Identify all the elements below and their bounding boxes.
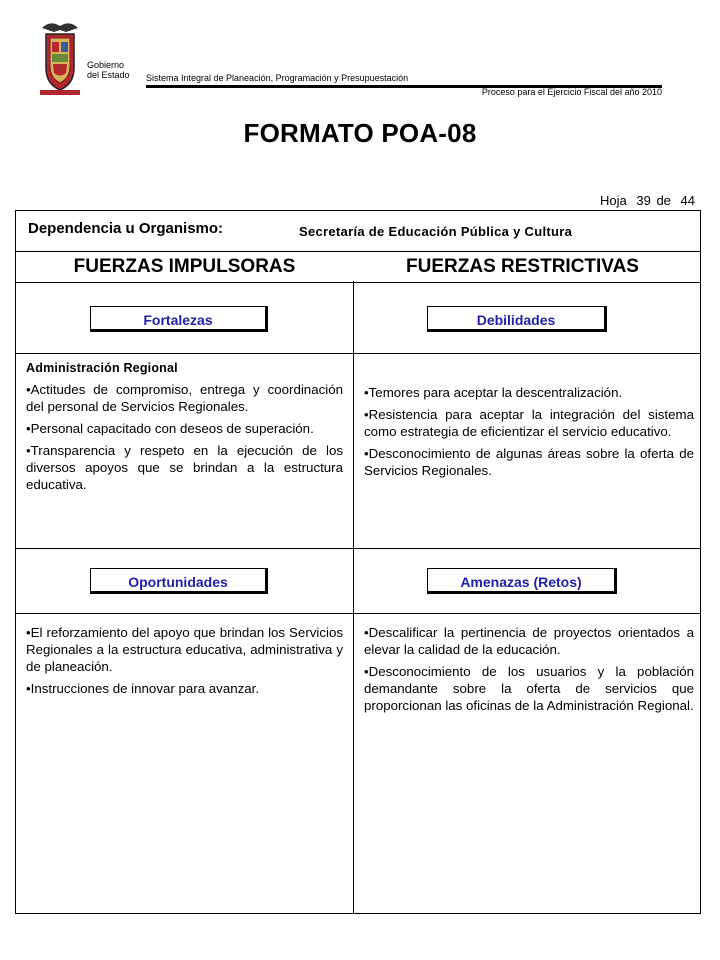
sheet-current: 39 [636,193,651,208]
list-item: •Desconocimiento de los usuarios y la población demandante sobre la oferta de servicios que proporcionan las oficinas de la Administración Regional. [364,664,694,713]
dependencia-label: Dependencia u Organismo: [28,220,224,237]
restrictivas-header: FUERZAS RESTRICTIVAS [406,256,639,277]
list-item: •Desconocimiento de algunas áreas sobre la oferta de Servicios Regionales. [364,446,694,478]
divider [16,282,700,283]
oportunidades-content [26,624,343,702]
impulsoras-header: FUERZAS IMPULSORAS [73,256,296,277]
list-item: •Resistencia para aceptar la integración del sistema como estrategia de eficientizar el servicio educativo. [364,407,694,439]
sheet-counter [594,193,695,208]
fortalezas-subtitle: Administración Regional [26,361,178,375]
divider [16,353,700,354]
list-item: •Personal capacitado con deseos de superación. [26,421,314,436]
amenazas-box: Amenazas (Retos) [427,568,617,594]
divider [16,548,700,549]
divider [16,613,700,614]
fortalezas-content [26,360,343,498]
column-divider [353,281,354,913]
state-seal-logo [36,18,84,96]
dependencia-value: Secretaría de Educación Pública y Cultura [299,224,573,239]
process-label: Proceso para el Ejercicio Fiscal del año 2010 [481,87,662,97]
list-item: •Actitudes de compromiso, entrega y coordinación del personal de Servicios Regionales. [26,382,343,414]
list-item: •Transparencia y respeto en la ejecución de los diversos apoyos que se brindan a la estructura educativa. [26,443,343,492]
list-item: •Instrucciones de innovar para avanzar. [26,681,260,696]
amenazas-content [364,624,694,719]
list-item: •Descalificar la pertinencia de proyectos orientados a elevar la calidad de la educación. [364,625,694,657]
sheet-of: de [656,193,671,208]
fortalezas-box: Fortalezas [90,306,268,332]
divider [16,251,700,252]
debilidades-content [364,384,694,484]
page-title: FORMATO POA-08 [243,118,477,148]
list-item: •El reforzamiento del apoyo que brindan los Servicios Regionales a la estructura educativa, administrativa y de planeación. [26,625,343,674]
gobierno-label [87,60,130,80]
sheet-total: 44 [680,193,695,208]
debilidades-box: Debilidades [427,306,607,332]
list-item: •Temores para aceptar la descentralización. [364,385,623,400]
sheet-label: Hoja [599,193,627,208]
gobierno-line1: Gobierno [87,60,125,70]
gobierno-line2: del Estado [87,70,130,80]
system-name: Sistema Integral de Planeación, Programación y Presupuestación [146,73,409,83]
swot-table [15,210,701,914]
oportunidades-box: Oportunidades [90,568,268,594]
